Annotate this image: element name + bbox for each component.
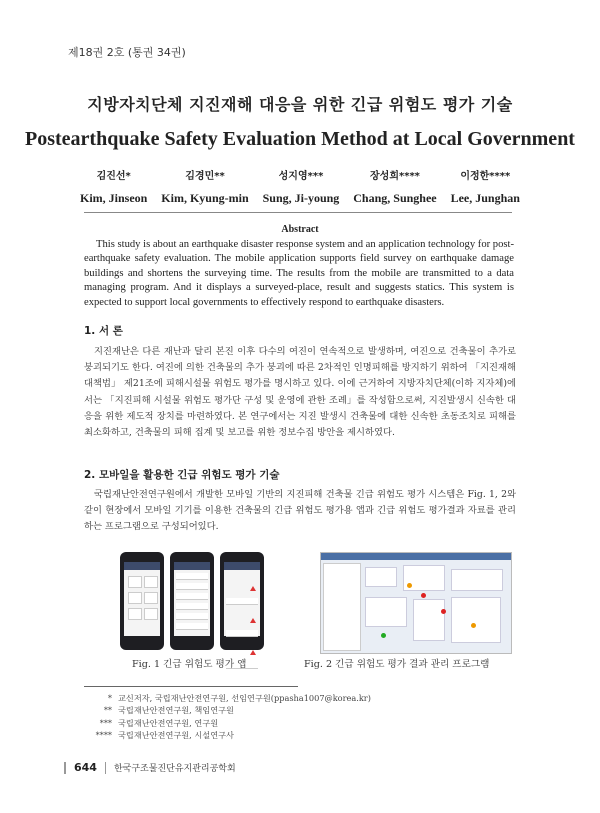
section-2-text: 국립재난안전연구원에서 개발한 모바일 기반의 지진피해 건축물 긴급 위험도 평가 시스템은 Fig. 1, 2와 같이 현장에서 모바일 기기를 이용한 건축물의 긴급 위험도 평가용 앱과 긴급 위험도 평가결과 자료를 관리하는 프로그램으로 구성되어있다.: [84, 489, 516, 533]
author: [161, 167, 248, 206]
footnotes: [84, 692, 371, 742]
abstract-text: This study is about an earthquake disaster response system and an application technology for post-earthquake safety evaluation. The mobile application supports field survey on earthquake damage buildings and shortens the surveying time. The results from the mobile are transmitted to a data managing program. And it displays a surveyed-place, result and suggests statics. This system is expected to support local governments to effectively respond to earthquake disasters.: [84, 239, 514, 308]
author-name-ko: 김진선*: [96, 171, 131, 182]
phone-image: [170, 552, 214, 650]
footnote: **** 국립재난안전연구원, 시설연구사: [95, 730, 234, 741]
footnote-divider: [84, 686, 298, 687]
author-list: [80, 167, 520, 206]
author-name-ko: 이정한****: [460, 171, 511, 182]
phone-image: [220, 552, 264, 650]
author-name-en: Sung, Ji-young: [262, 191, 340, 205]
figure-2-caption: Fig. 2 긴급 위험도 평가 결과 관리 프로그램: [304, 659, 490, 670]
figure-1-app-screens: [120, 552, 268, 652]
phone-image: [120, 552, 164, 650]
korean-title: 지방자치단체 지진재해 대응을 위한 긴급 위험도 평가 기술: [87, 95, 513, 114]
english-title: Postearthquake Safety Evaluation Method at Local Government: [25, 128, 575, 150]
issue-info: 제18권 2호 (통권 34권): [68, 46, 186, 59]
footnote: ** 국립재난안전연구원, 책임연구원: [103, 705, 234, 716]
author: [263, 167, 340, 206]
abstract-heading: Abstract: [281, 224, 319, 235]
figure-2-management-program: [320, 552, 512, 654]
divider: [84, 212, 512, 213]
author-name-ko: 김경민**: [185, 171, 225, 182]
author: [451, 167, 520, 206]
footnote: * 교신저자, 국립재난안전연구원, 선임연구원(ppasha1007@korea.kr): [107, 693, 371, 703]
author-name-en: Kim, Kyung-min: [161, 191, 249, 205]
author-name-en: Chang, Sunghee: [353, 191, 437, 205]
section-2-title: 2. 모바일을 활용한 긴급 위험도 평가 기술: [84, 469, 280, 481]
author-name-ko: 장성희****: [370, 171, 420, 182]
page-number: 644: [74, 761, 97, 774]
author: [353, 167, 436, 206]
journal-name: 한국구조물진단유지관리공학회: [113, 764, 236, 774]
figure-1-caption: Fig. 1 긴급 위험도 평가 앱: [132, 659, 247, 670]
section-1-title: 1. 서 론: [84, 325, 123, 337]
author-name-ko: 성지영***: [278, 171, 324, 182]
section-1-text: 지진재난은 다른 재난과 달리 본진 이후 다수의 여진이 연속적으로 발생하며, 여진으로 건축물이 추가로 붕괴되기도 한다. 여진에 의한 건축물의 추가 붕괴에 따른 2차적인 인명피해를 방지하기 위하여 「지진재해대책법」 제21조에 피해시설물 위험도 평가를 명시하고 있다. 이에 근거하여 지방자치단체(이하 지자체)에서는 「지진피해 시설물 위험도 평가단 구성 및 운영에 관한 조례」를 작성함으로써, 지진발생시 신속한 대응을 위한 제도적 장치를 마련하였다. 본 연구에서는 지진 발생시 건축물에 대한 신속한 초동조치로 피해를 최소화하고, 건축물의 피해 집계 및 보고를 위한 정보수집 방안을 제시하였다.: [84, 346, 516, 439]
author-name-en: Kim, Jinseon: [80, 191, 148, 205]
author-name-en: Lee, Junghan: [450, 191, 520, 205]
page-footer: [64, 761, 236, 774]
author: [80, 167, 147, 206]
footnote: *** 국립재난안전연구원, 연구원: [99, 717, 219, 728]
